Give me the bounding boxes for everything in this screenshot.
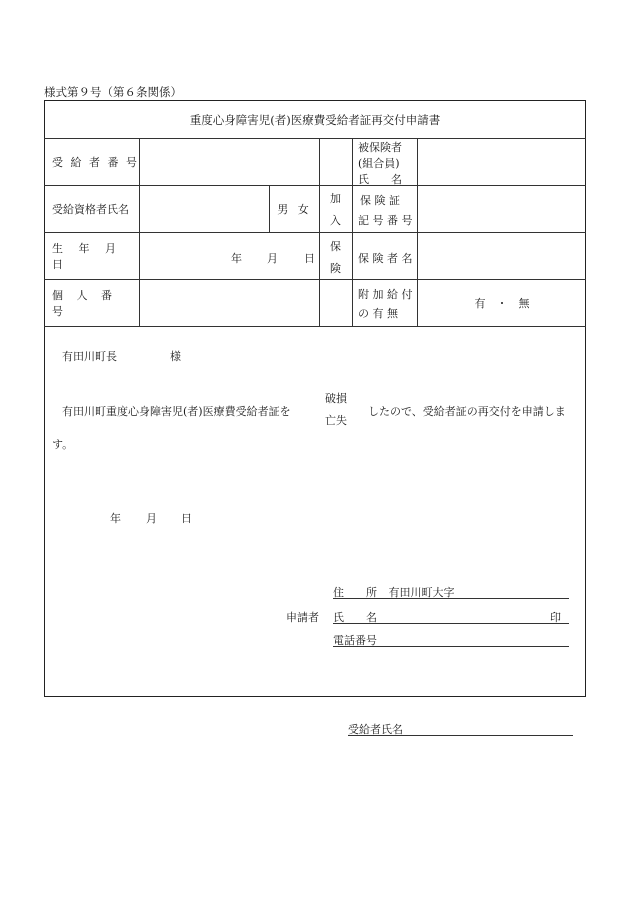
phone-label: 電話番号 bbox=[333, 634, 377, 647]
recipient-name-label: 受給資格者氏名 bbox=[52, 202, 129, 216]
name-label: 氏 名 bbox=[333, 611, 377, 624]
insurance-card-field[interactable] bbox=[418, 186, 586, 232]
honorific: 様 bbox=[170, 350, 181, 363]
gender-selector[interactable]: 男 女 bbox=[277, 203, 312, 216]
addressee: 有田川町長 bbox=[62, 350, 117, 363]
application-year-unit: 年 bbox=[110, 512, 121, 525]
request-text-prefix: 有田川町重度心身障害児(者)医療費受給者証を bbox=[62, 405, 291, 418]
insured-name-label: 被保険者 (組合員) 氏 名 bbox=[358, 141, 402, 186]
applicant-label: 申請者 bbox=[286, 611, 319, 624]
request-text-suffix: したので、受給者証の再交付を申請しま bbox=[368, 405, 566, 418]
recipient-number-field[interactable] bbox=[140, 139, 319, 185]
phone-field[interactable] bbox=[333, 632, 569, 647]
insurer-name-field[interactable] bbox=[418, 233, 586, 279]
form-title: 重度心身障害児(者)医療費受給者証再交付申請書 bbox=[189, 113, 441, 127]
birth-year-unit: 年 bbox=[231, 252, 242, 265]
birthdate-label: 生 年 月 日 bbox=[52, 241, 122, 271]
personal-number-label: 個 人 番 号 bbox=[52, 288, 117, 318]
request-text-wrap: す。 bbox=[52, 438, 74, 451]
address-prefix: 有田川町大字 bbox=[388, 586, 455, 599]
insurance-char-2: 入 bbox=[330, 214, 341, 227]
application-day-unit: 日 bbox=[181, 512, 192, 525]
address-label: 住 所 bbox=[333, 586, 377, 599]
reason-option-damaged[interactable]: 破損 bbox=[325, 392, 347, 405]
supplementary-label: 附 加 給 付 の 有 無 bbox=[358, 288, 413, 320]
insurer-label: 保 険 者 名 bbox=[358, 252, 413, 265]
seal-mark: 印 bbox=[550, 611, 561, 624]
insurance-left-divider bbox=[319, 138, 320, 326]
birthdate-field[interactable] bbox=[140, 233, 319, 279]
birth-day-unit: 日 bbox=[304, 252, 315, 265]
insurance-char-1: 加 bbox=[330, 192, 341, 205]
insurance-char-4: 険 bbox=[330, 262, 341, 275]
insured-name-field[interactable] bbox=[418, 139, 586, 185]
footer-recipient-name-label: 受給者氏名 bbox=[348, 723, 403, 736]
application-month-unit: 月 bbox=[146, 512, 157, 525]
insurance-right-divider bbox=[352, 138, 353, 326]
personal-number-field[interactable] bbox=[140, 280, 319, 326]
reason-option-lost[interactable]: 亡失 bbox=[325, 414, 347, 427]
form-number: 様式第９号（第６条関係） bbox=[44, 85, 182, 99]
recipient-number-label: 受 給 者 番 号 bbox=[52, 155, 139, 169]
supplementary-selector[interactable]: 有 ・ 無 bbox=[474, 297, 530, 310]
insurance-char-3: 保 bbox=[330, 240, 341, 253]
birth-month-unit: 月 bbox=[267, 252, 278, 265]
table-bottom-divider bbox=[44, 326, 586, 327]
applicant-name-field[interactable] bbox=[333, 609, 569, 624]
address-field[interactable] bbox=[333, 584, 569, 599]
recipient-name-field[interactable] bbox=[140, 186, 269, 232]
footer-recipient-name-field[interactable] bbox=[348, 721, 573, 736]
insurance-card-label: 保 険 証 記 号 番 号 bbox=[358, 194, 413, 227]
